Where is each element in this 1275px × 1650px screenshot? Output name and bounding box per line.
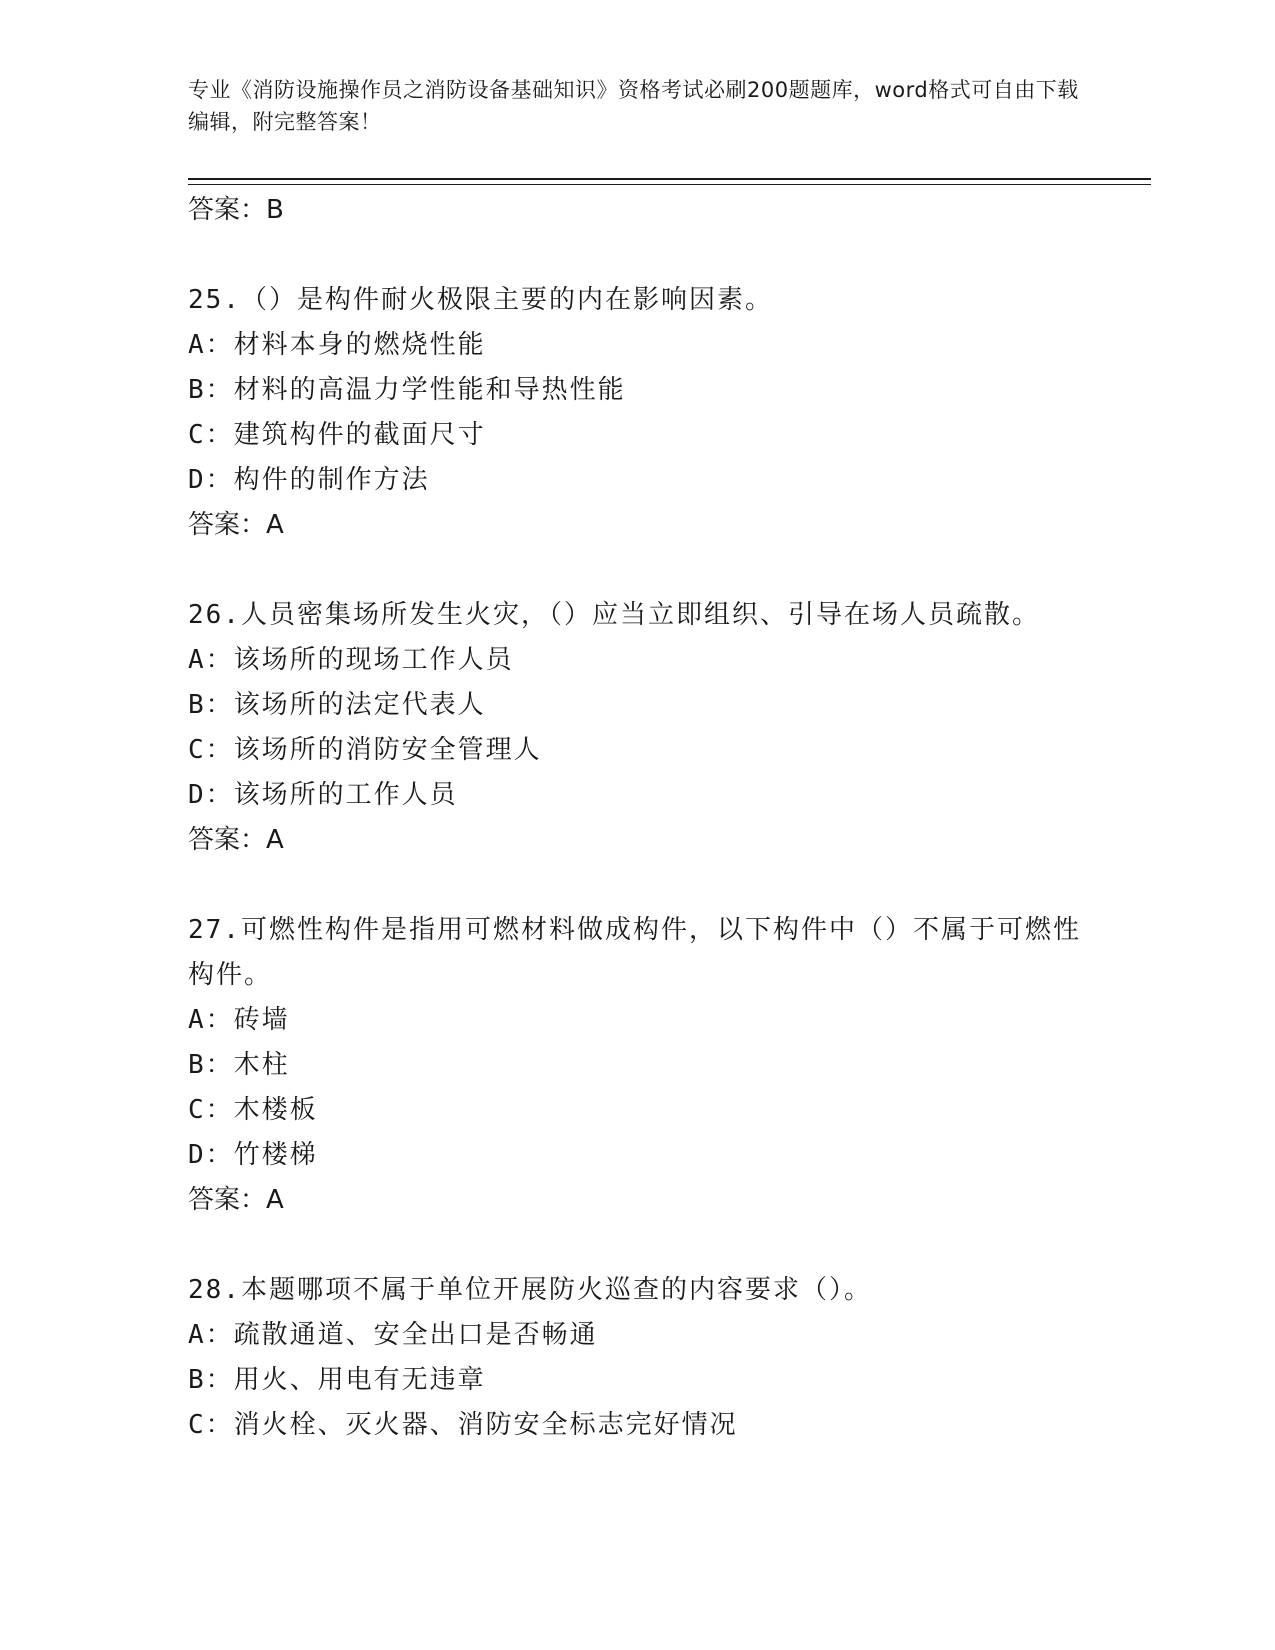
option-a: A：疏散通道、安全出口是否畅通: [188, 1320, 598, 1350]
spacer: [188, 548, 1088, 593]
option-d: D：竹楼梯: [188, 1140, 318, 1170]
option-a: A：该场所的现场工作人员: [188, 645, 514, 675]
option-b: B：该场所的法定代表人: [188, 690, 486, 720]
option-c: C：该场所的消防安全管理人: [188, 735, 542, 765]
option-d: D：构件的制作方法: [188, 465, 430, 495]
question-stem: 27.可燃性构件是指用可燃材料做成构件，以下构件中（）不属于可燃性构件。: [188, 915, 1081, 990]
question-stem: 28.本题哪项不属于单位开展防火巡查的内容要求（）。: [188, 1275, 872, 1305]
question-27: [188, 908, 1088, 1223]
question-stem: 25.（）是构件耐火极限主要的内在影响因素。: [188, 285, 773, 315]
option-b: B：材料的高温力学性能和导热性能: [188, 375, 626, 405]
option-a: A：砖墙: [188, 1005, 290, 1035]
option-c: C：木楼板: [188, 1095, 318, 1125]
option-c: C：消火栓、灭火器、消防安全标志完好情况: [188, 1410, 738, 1440]
option-b: B：木柱: [188, 1050, 290, 1080]
option-b: B：用火、用电有无违章: [188, 1365, 486, 1395]
question-answer: 答案：A: [188, 1185, 284, 1215]
spacer: [188, 863, 1088, 908]
question-25: [188, 278, 1088, 548]
question-26: [188, 593, 1088, 863]
previous-answer: 答案：B: [188, 195, 284, 225]
header-rule-thin: [188, 184, 1151, 185]
question-answer: 答案：A: [188, 825, 284, 855]
header-rule-thick: [188, 178, 1151, 180]
option-a: A：材料本身的燃烧性能: [188, 330, 486, 360]
question-list: [188, 188, 1088, 1448]
option-d: D：该场所的工作人员: [188, 780, 458, 810]
spacer: [188, 1223, 1088, 1268]
document-header: 专业《消防设施操作员之消防设备基础知识》资格考试必刷200题题库，word格式可自由下载编辑，附完整答案！: [188, 78, 1079, 134]
question-answer: 答案：A: [188, 510, 284, 540]
spacer: [188, 233, 1088, 278]
option-c: C：建筑构件的截面尺寸: [188, 420, 486, 450]
question-28: [188, 1268, 1088, 1448]
question-stem: 26.人员密集场所发生火灾，（）应当立即组织、引导在场人员疏散。: [188, 600, 1040, 630]
